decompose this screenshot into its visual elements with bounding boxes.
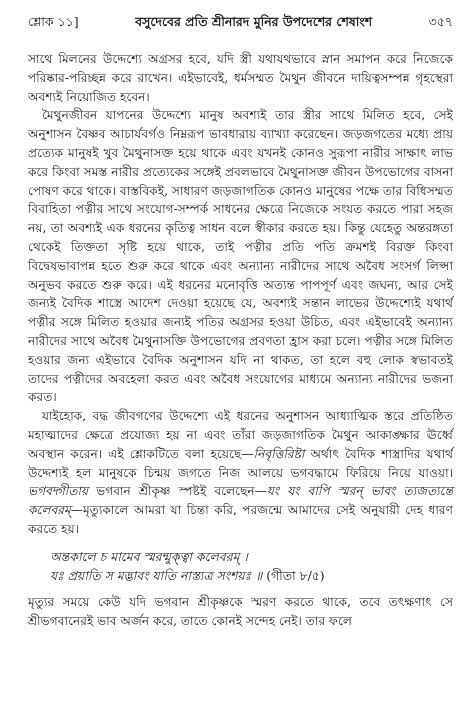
body-text — [28, 50, 453, 630]
paragraph-1: সাথে মিলনের উদ্দেশ্যে অগ্রসর হবে, যদি স্ত্রী যথাযথভাবে স্নান সমাপন করে নিজেকে পরিষ্কার-পরিচ্ছন্ন করে রাখেন। এইভাবেই, ধর্মসম্মত মৈথুন জীবনে দায়িত্বসম্পন্ন গৃহস্থেরা অবশ্যই নিয়োজিত হবেন। — [28, 52, 453, 104]
paragraph-3 — [28, 407, 453, 539]
verse-line-2: যঃ প্রয়াতি স মদ্ভাবং যাতি নাস্ত্যত্র সংশয়ঃ ॥ — [50, 567, 263, 583]
book-title: ভগবদ্গীতায় — [28, 484, 89, 499]
paragraph-2: মৈথুনজীবন যাপনের উদ্দেশ্যে মানুষ অবশ্যই তার স্ত্রীর সাথে মিলিত হবে, সেই অনুশাসন বৈষ্ণব আচার্যবর্গও নিম্নরূপ ভাবধারায় ব্যাখ্যা করেছেন। জড়জগতের মধ্যে প্রায় প্রত্যেক মানুষই খুব মৈথুনাসক্ত হয়ে থাকে এবং যখনই কোনও সুরূপা নারীর সাক্ষাৎ লাভ করে কিংবা সমস্ত নারীর প্রত্যেকের সঙ্গেই প্রবলভাবে মৈথুনাসক্ত জীবন উপভোগের বাসনা পোষণ করে থাকে। বাস্তবিকই, সাধারণ জড়জাগতিক কোনও মানুষের পক্ষে তার বিধিসম্মত বিবাহিতা পত্নীর সাথে সংযোগ-সম্পর্ক সাধনের ক্ষেত্রে নিজেকে সংযত করতে পারা সহজ নয়, তা অবশ্যই এক ধরনের কৃতিত্ব সাধন বলে স্বীকার করতে হয়। কিন্তু যেহেতু অন্তরঙ্গতা থেকেই তিক্ততা সৃষ্টি হয়ে থাকে, তাই পত্নীর প্রতি পতি ক্রমশই বিরক্ত কিংবা বিদ্বেষভাবাপন্ন হতে শুরু করে থাকে এবং অন্যান্য নারীদের সাথে অবৈধ সংসর্গ লিপ্সা অনুভব করতে শুরু করে। এই ধরনের মনোবৃত্তি অত্যন্ত পাপপূর্ণ এবং জঘন্য, আর সেই জন্যই বৈদিক শাস্ত্রে আদেশ দেওয়া হয়েছে যে, অবশ্যই সন্তান লাভের উদ্দেশ্যেই যথার্থ পত্নীর সঙ্গে মিলিত হওয়ার জন্যই পতির অগ্রসর হওয়া উচিত, এবং এইভাবেই অন্যান্য নারীদের সাথে অবৈধ মৈথুনাসক্তি উপভোগের প্রবণতা হ্রাস করা চলে। পত্নীর সঙ্গে মিলিত হওয়ার জন্য এইভাবে বৈদিক অনুশাসন যদি না থাকত, তা হলে বহু লোক স্বভাবতই তাদের পত্নীদের অবহেলা করত এবং অবৈধ সংযোগের মাধ্যমে অন্যান্য নারীদের ভজনা করত। — [28, 108, 453, 405]
inline-sanskrit-quote: যং যং বাপি স্মরন্ ভাবং ত্যজত্যন্তে কলেবরম্ — [28, 484, 453, 518]
verse-line-1: অন্তকালে চ মামেব স্মরন্মুক্ত্বা কলেবরম্ । — [50, 548, 248, 564]
verse-block — [50, 547, 453, 585]
paragraph-3-text-d: —মৃত্যুকালে আমরা যা চিন্তা করি, পরজন্মে আমাদের সেই অনুযায়ী দেহ ধারণ করতে হয়। — [28, 503, 453, 536]
verse-reference: (গীতা ৮/৫) — [266, 567, 325, 583]
page-number: ৩৫৭ — [428, 14, 453, 29]
paragraph-3-text-a: যাইহোক, বদ্ধ জীবগণের উদ্দেশ্যে এই ধরনের অনুশাসন আধ্যাত্মিক স্তরে প্রতিষ্ঠিত মহাত্মাদের ক্ষেত্রে প্রযোজ্য হয় না এবং তাঁরা জড়জাগতিক মৈথুন আকাঙ্ক্ষার ঊর্ধ্বে অবস্থান করেন। এই শ্লোকটিতে বলা হয়েছে— — [28, 409, 453, 461]
paragraph-3-text-c: ভগবান শ্রীকৃষ্ণ স্পষ্টই বলেছেন— — [88, 484, 267, 499]
final-paragraph: মৃত্যুর সময়ে কেউ যদি ভগবান শ্রীকৃষ্ণকে স্মরণ করতে থাকে, তবে তৎক্ষণাৎ সে শ্রীভগবানেরই ভাব অর্জন করে, তাতে কোনই সন্দেহ নেই। তার ফলে — [28, 594, 453, 628]
paragraph-3-text-b: অর্থাৎ বৈদিক শাস্ত্রাদির যথার্থ উদ্দেশ্যই হল মানুষকে চিন্ময় জগতে নিজ আলয়ে ভগবদ্ধামে ফিরিয়ে নিয়ে যাওয়া। — [28, 446, 454, 480]
sanskrit-term: নিবৃত্তিরিষ্টা — [253, 446, 305, 461]
verse-marker: শ্লোক ১১] — [28, 14, 79, 29]
chapter-title: বসুদেবের প্রতি শ্রীনারদ মুনির উপদেশের শেষাংশ — [135, 14, 373, 29]
running-header — [28, 14, 453, 40]
verse-line-2-row — [50, 566, 453, 585]
